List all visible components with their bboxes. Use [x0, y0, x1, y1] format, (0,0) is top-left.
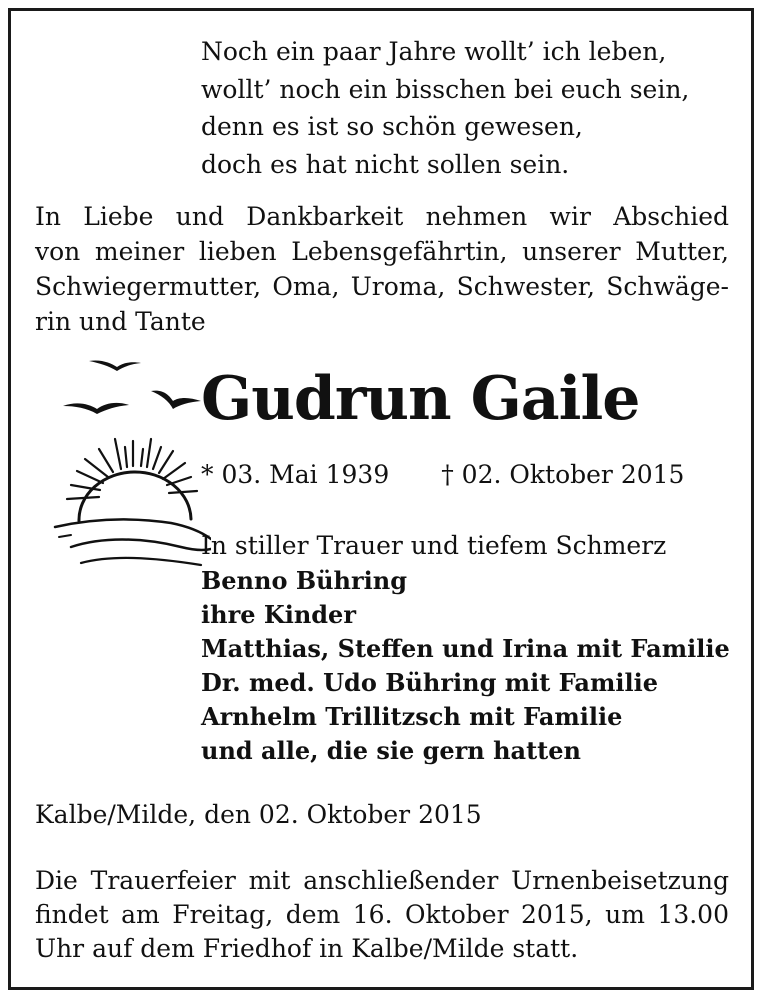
intro-line: von meiner lieben Lebensgefährtin, unserer Mutter, — [35, 237, 729, 266]
mourners-heading: In stiller Trauer und tiefem Schmerz — [201, 531, 667, 560]
poem-line: doch es hat nicht sollen sein. — [201, 149, 570, 179]
mourners-list — [201, 564, 730, 768]
poem-line: Noch ein paar Jahre wollt’ ich leben, — [201, 37, 667, 66]
birds-sunset-illustration — [51, 351, 211, 591]
intro-paragraph — [35, 199, 729, 339]
poem-line: denn es ist so schön gewesen, — [201, 112, 583, 141]
funeral-line: Die Trauerfeier mit anschließender Urnenbeisetzung — [35, 866, 729, 895]
intro-line: Schwiegermutter, Oma, Uroma, Schwester, Schwäge- — [35, 272, 729, 301]
funeral-line: Uhr auf dem Friedhof in Kalbe/Milde statt. — [35, 934, 579, 963]
poem-line: wollt’ noch ein bisschen bei euch sein, — [201, 74, 690, 104]
death-date: † 02. Oktober 2015 — [441, 460, 685, 489]
intro-line: rin und Tante — [35, 307, 206, 336]
poem — [201, 33, 689, 183]
birth-date: * 03. Mai 1939 — [201, 460, 390, 489]
mourner-line: ihre Kinder — [201, 600, 356, 629]
funeral-line: findet am Freitag, dem 16. Oktober 2015, um 13.00 — [35, 900, 729, 929]
mourner-line: Matthias, Steffen und Irina mit Familie — [201, 634, 730, 663]
intro-line: In Liebe und Dankbarkeit nehmen wir Abschied — [35, 202, 729, 231]
deceased-name: Gudrun Gaile — [201, 364, 640, 434]
obituary-notice — [8, 8, 754, 990]
mourner-line: und alle, die sie gern hatten — [201, 736, 581, 765]
mourner-line: Dr. med. Udo Bühring mit Familie — [201, 668, 658, 697]
life-dates — [201, 455, 684, 495]
place-date: Kalbe/Milde, den 02. Oktober 2015 — [35, 800, 482, 829]
mourner-line: Benno Bühring — [201, 566, 407, 595]
mourner-line: Arnhelm Trillitzsch mit Familie — [201, 702, 623, 731]
funeral-info — [35, 864, 729, 966]
